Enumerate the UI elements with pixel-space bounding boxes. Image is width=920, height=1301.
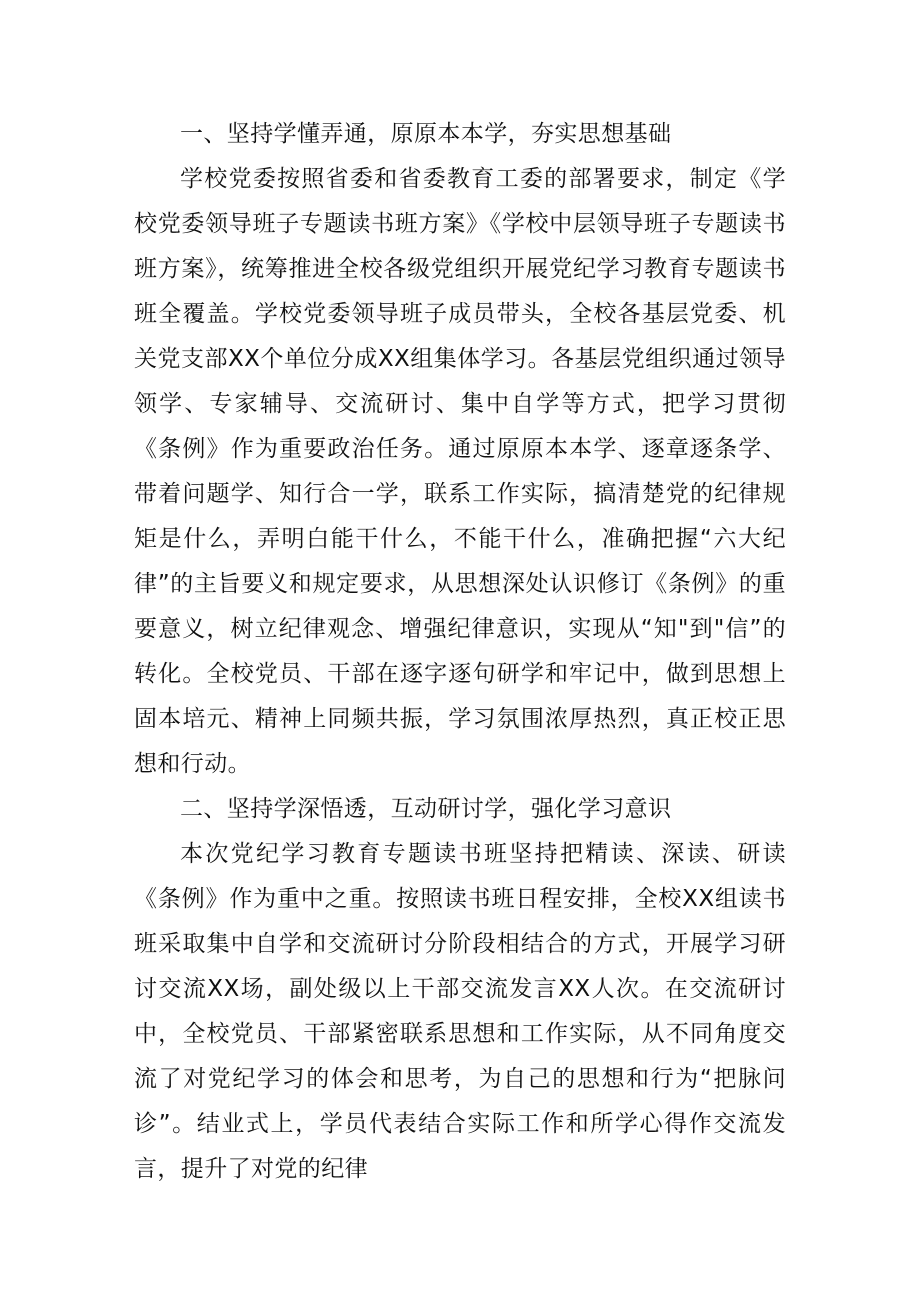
document-body xyxy=(134,112,786,1192)
section-heading-2: 二、坚持学深悟透，互动研讨学，强化学习意识 xyxy=(180,796,672,822)
section-paragraph-1: 学校党委按照省委和省委教育工委的部署要求，制定《学校党委领导班子专题读书班方案》《学校中层领导班子专题读书班方案》，统筹推进全校各级党组织开展党纪学习教育专题读书班全覆盖。学校党委领导班子成员带头，全校各基层党委、机关党支部XX个单位分成XX组集体学习。各基层党组织通过领导领学、专家辅导、交流研讨、集中自学等方式，把学习贯彻《条例》作为重要政治任务。通过原原本本学、逐章逐条学、带着问题学、知行合一学，联系工作实际，搞清楚党的纪律规矩是什么，弄明白能干什么，不能干什么，准确把握“六大纪律”的主旨要义和规定要求，从思想深处认识修订《条例》的重要意义，树立纪律观念、增强纪律意识，实现从“知"到"信”的转化。全校党员、干部在逐字逐句研学和牢记中，做到思想上固本培元、精神上同频共振，学习氛围浓厚热烈，真正校正思想和行动。 xyxy=(134,166,786,777)
section-heading-1: 一、坚持学懂弄通，原原本本学，夯实思想基础 xyxy=(180,121,672,147)
section-paragraph-2: 本次党纪学习教育专题读书班坚持把精读、深读、研读《条例》作为重中之重。按照读书班日程安排，全校XX组读书班采取集中自学和交流研讨分阶段相结合的方式，开展学习研讨交流XX场，副处级以上干部交流发言XX人次。在交流研讨中，全校党员、干部紧密联系思想和工作实际，从不同角度交流了对党纪学习的体会和思考，为自己的思想和行为“把脉问诊”。结业式上，学员代表结合实际工作和所学心得作交流发言，提升了对党的纪律 xyxy=(134,841,786,1182)
